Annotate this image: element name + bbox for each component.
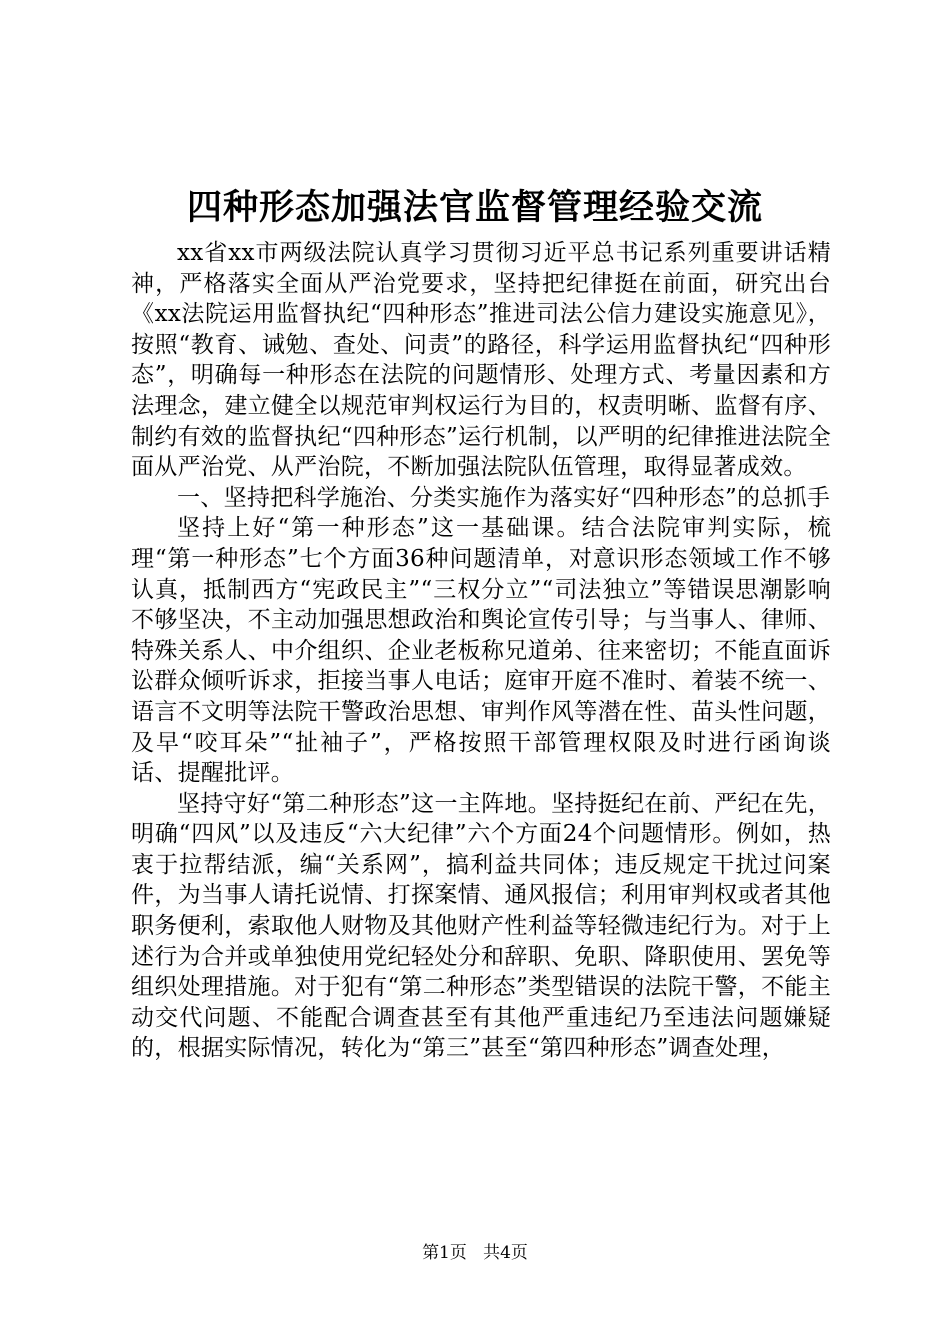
page-footer	[0, 1241, 950, 1265]
page-spacer	[472, 1243, 477, 1263]
document-body	[131, 238, 831, 1064]
page-total: 共4页	[483, 1243, 528, 1263]
page-number: 第1页	[422, 1243, 467, 1263]
paragraph-second-form: 坚持守好“第二种形态”这一主阵地。坚持挺纪在前、严纪在先，明确“四风”以及违反“六大纪律”六个方面24个问题情形。例如，热衷于拉帮结派，编“关系网”，搞利益共同体；违反规定干扰过问案件，为当事人请托说情、打探案情、通风报信；利用审判权或者其他职务便利，索取他人财物及其他财产性利益等轻微违纪行为。对于上述行为合并或单独使用党纪轻处分和辞职、免职、降职使用、罢免等组织处理措施。对于犯有“第二种形态”类型错误的法院干警，不能主动交代问题、不能配合调查甚至有其他严重违纪乃至违法问题嫌疑的，根据实际情况，转化为“第三”甚至“第四种形态”调查处理，	[131, 790, 831, 1062]
document-title: 四种形态加强法官监督管理经验交流	[186, 187, 763, 228]
paragraph-first-form: 坚持上好“第一种形态”这一基础课。结合法院审判实际，梳理“第一种形态”七个方面36种问题清单，对意识形态领域工作不够认真，抵制西方“宪政民主”“三权分立”“司法独立”等错误思潮影响不够坚决，不主动加强思想政治和舆论宣传引导；与当事人、律师、特殊关系人、中介组织、企业老板称兄道弟、往来密切；不能直面诉讼群众倾听诉求，拒接当事人电话；庭审开庭不准时、着装不统一、语言不文明等法院干警政治思想、审判作风等潜在性、苗头性问题，及早“咬耳朵”“扯袖子”，严格按照干部管理权限及时进行函询谈话、提醒批评。	[131, 515, 831, 787]
paragraph-intro: xx省xx市两级法院认真学习贯彻习近平总书记系列重要讲话精神，严格落实全面从严治党要求，坚持把纪律挺在前面，研究出台《xx法院运用监督执纪“四种形态”推进司法公信力建设实施意见》，按照“教育、诫勉、查处、问责”的路径，科学运用监督执纪“四种形态”，明确每一种形态在法院的问题情形、处理方式、考量因素和方法理念，建立健全以规范审判权运行为目的，权责明晰、监督有序、制约有效的监督执纪“四种形态”运行机制，以严明的纪律推进法院全面从严治党、从严治院，不断加强法院队伍管理，取得显著成效。	[131, 240, 831, 481]
section-heading-1: 一、坚持把科学施治、分类实施作为落实好“四种形态”的总抓手	[177, 484, 831, 511]
